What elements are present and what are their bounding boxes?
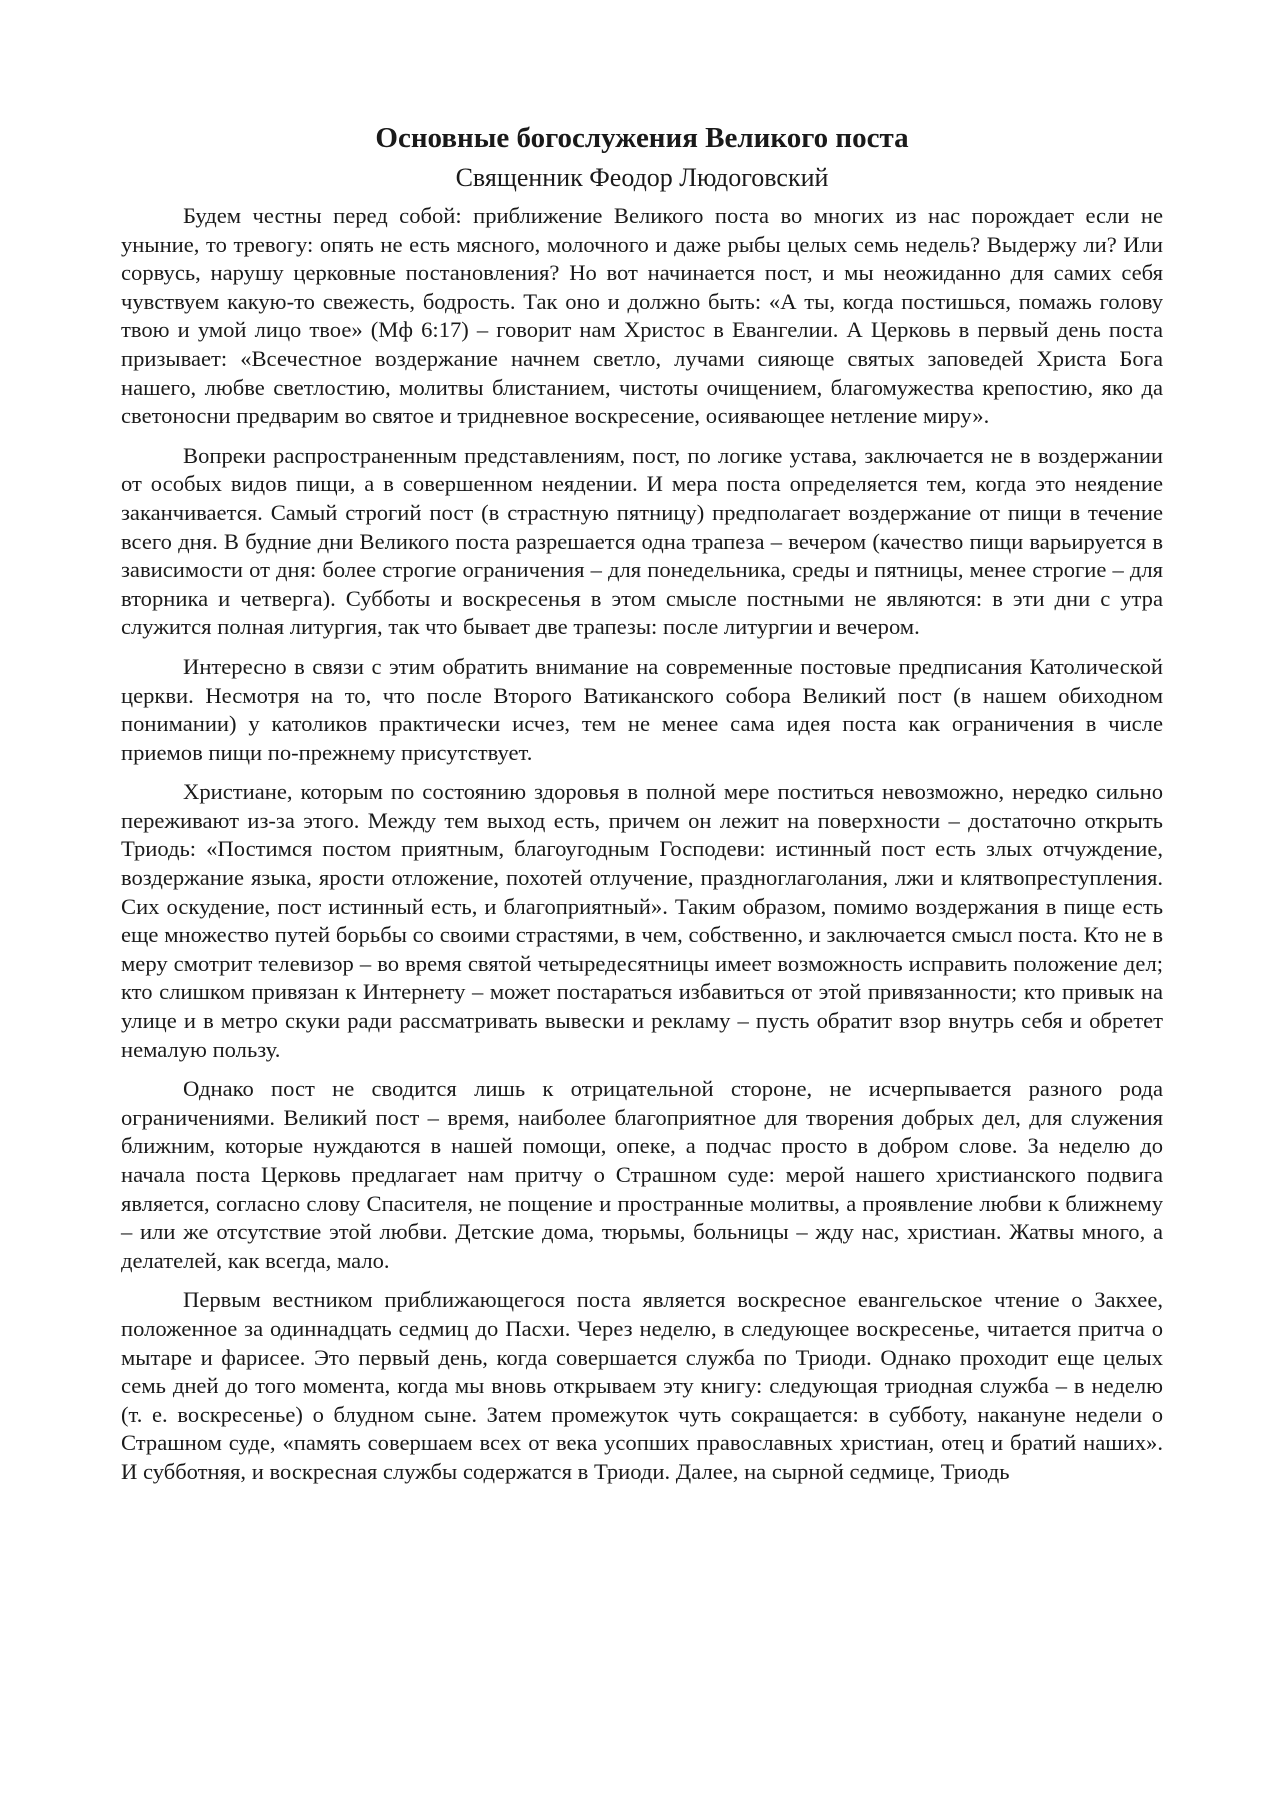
document-author: Священник Феодор Людоговский: [455, 163, 829, 192]
paragraph: Христиане, которым по состоянию здоровья в полной мере поститься невозможно, нередко сильно переживают из-за этого. Между тем выход есть, причем он лежит на поверхности – достаточно открыть Триодь: «Постимся постом приятным, благоугодным Господеви: истинный пост есть злых отчуждение, воздержание языка, ярости отложение, похотей отлучение, празднoглаголания, лжи и клятвопреступления. Сих оскудение, пост истинный есть, и благоприятный». Таким образом, помимо воздержания в пище есть еще множество путей борьбы со своими страстями, в чем, собственно, и заключается смысл поста. Кто не в меру смотрит телевизор – во время святой четыредесятницы имеет возможность исправить положение дел; кто слишком привязан к Интернету – может постараться избавиться от этой привязанности; кто привык на улице и в метро скуки ради рассматривать вывески и рекламу – пусть обратит взор внутрь себя и обретет немалую пользу.: [121, 779, 1163, 1062]
paragraph: Вопреки распространенным представлениям, пост, по логике устава, заключается не в воздержании от особых видов пищи, а в совершенном неядении. И мера поста определяется тем, когда это неядение заканчивается. Самый строгий пост (в страстную пятницу) предполагает воздержание от пищи в течение всего дня. В будние дни Великого поста разрешается одна трапеза – вечером (качество пищи варьируется в зависимости от дня: более строгие ограничения – для понедельника, среды и пятницы, менее строгие – для вторника и четверга). Субботы и воскресенья в этом смысле постными не являются: в эти дни с утра служится полная литургия, так что бывает две трапезы: после литургии и вечером.: [121, 442, 1163, 640]
paragraph: Первым вестником приближающегося поста является воскресное евангельское чтение о Закхее, положенное за одиннадцать седмиц до Пасхи. Через неделю, в следующее воскресенье, читается притча о мытаре и фарисее. Это первый день, когда совершается служба по Триоди. Однако проходит еще целых семь дней до того момента, когда мы вновь открываем эту книгу: следующая триодная служба – в неделю (т. е. воскресенье) о блудном сыне. Затем промежуток чуть сокращается: в субботу, накануне недели о Страшном суде, «память совершаем всех от века усопших православных христиан, отец и братий наших». И субботняя, и воскресная службы содержатся в Триоди. Далее, на сырной седмице, Триодь: [121, 1287, 1163, 1484]
paragraph: Однако пост не сводится лишь к отрицательной стороне, не исчерпывается разного рода ограничениями. Великий пост – время, наиболее благоприятное для творения добрых дел, для служения ближним, которые нуждаются в нашей помощи, опеке, а подчас просто в добром слове. За неделю до начала поста Церковь предлагает нам притчу о Страшном суде: мерой нашего христианского подвига является, согласно слову Спасителя, не пощение и пространные молитвы, а проявление любви к ближнему – или же отсутствие этой любви. Детские дома, тюрьмы, больницы – жду нас, христиан. Жатвы много, а делателей, как всегда, мало.: [121, 1076, 1163, 1273]
paragraph: Будем честны перед собой: приближение Великого поста во многих из нас порождает если не уныние, то тревогу: опять не есть мясного, молочного и даже рыбы целых семь недель? Выдержу ли? Или сорвусь, нарушу церковные постановления? Но вот начинается пост, и мы неожиданно для самих себя чувствуем какую-то свежесть, бодрость. Так оно и должно быть: «А ты, когда постишься, помажь голову твою и умой лицо твое» (Мф 6:17) – говорит нам Христос в Евангелии. А Церковь в первый день поста призывает: «Всечестное воздержание начнем светло, лучами сияюще святых заповедей Христа Бога нашего, любве светлостию, молитвы блистанием, чистоты очищением, благомужества крепостию, яко да светоносни предварим во святое и тридневное воскресение, осиявающее нетление миру».: [121, 203, 1163, 429]
document-title: Основные богослужения Великого поста: [375, 122, 909, 154]
document-page: [121, 118, 1163, 1498]
paragraph: Интересно в связи с этим обратить внимание на современные постовые предписания Католической церкви. Несмотря на то, что после Второго Ватиканского собора Великий пост (в нашем обиходном понимании) у католиков практически исчез, тем не менее сама идея поста как ограничения в числе приемов пищи по-прежнему присутствует.: [121, 653, 1163, 765]
